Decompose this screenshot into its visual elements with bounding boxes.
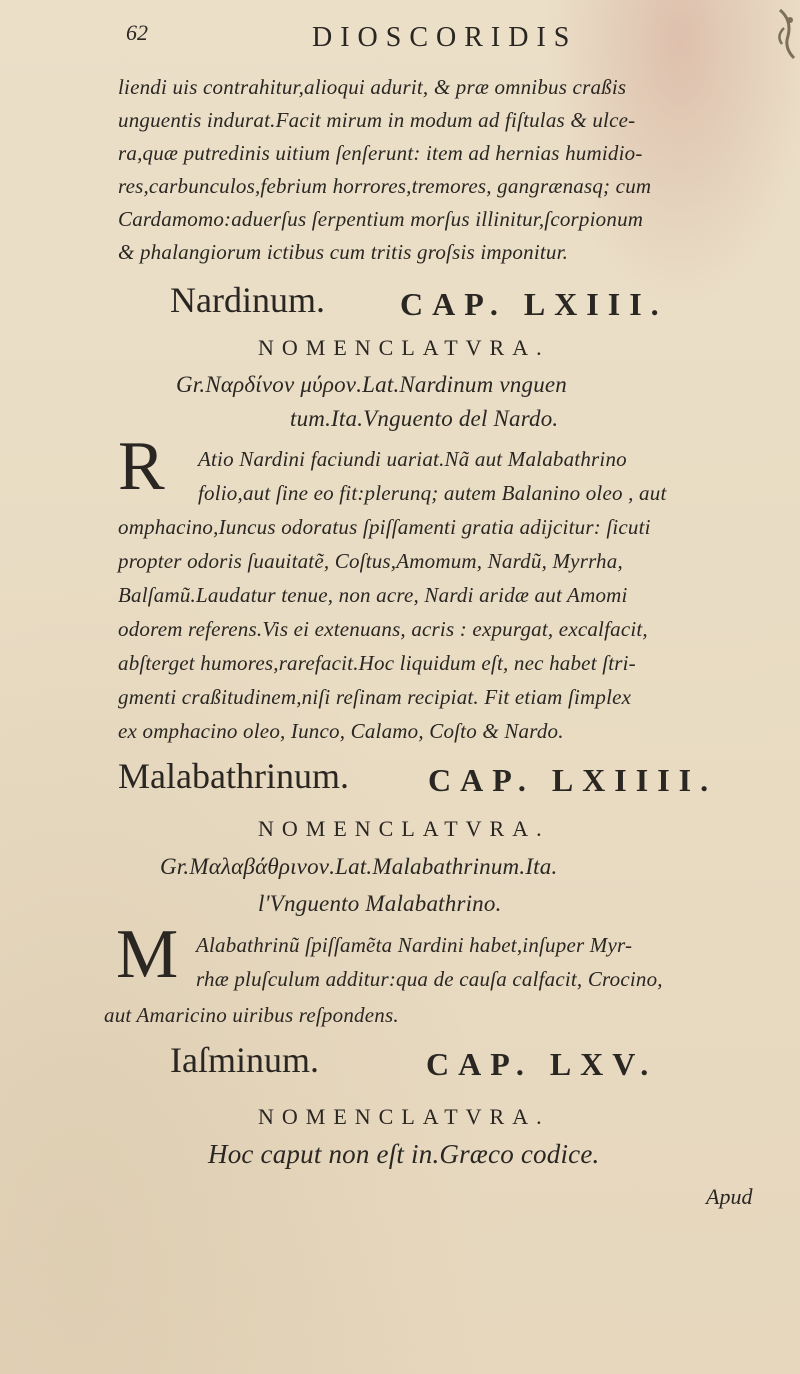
body-line: aut Amaricino uiribus reſpondens. (104, 1003, 399, 1027)
body-line: ex omphacino oleo, Iunco, Calamo, Coſto & Nardo. (118, 719, 564, 743)
body-line: gmenti craßitudinem,niſi reſinam recipiat. Fit etiam ſimplex (118, 685, 632, 709)
running-title: DIOSCORIDIS (312, 22, 578, 53)
nomenclatura-heading: NOMENCLATVRA. (258, 816, 550, 841)
chapter-title: Malabathrinum. (118, 756, 349, 796)
intro-line: Cardamomo:aduerſus ſerpentium morſus illinitur,ſcorpionum (118, 207, 644, 231)
body-line: Balſamũ.Laudatur tenue, non acre, Nardi aridæ aut Amomi (118, 583, 628, 607)
body-line: rhæ pluſculum additur:qua de cauſa calfacit, Crocino, (196, 967, 663, 991)
page-number: 62 (126, 20, 148, 45)
body-line: Atio Nardini faciundi uariat.Nã aut Malabathrino (198, 447, 627, 471)
page-header (0, 16, 800, 56)
body-line: odorem referens.Vis ei extenuans, acris : expurgat, excalfacit, (118, 617, 648, 641)
intro-line: liendi uis contrahitur,alioqui adurit, & præ omnibus craßis (118, 75, 627, 99)
nomenclatura-heading: NOMENCLATVRA. (258, 335, 550, 360)
body-line: propter odoris ſuauitatẽ, Coſtus,Amomum, Nardũ, Myrrha, (118, 549, 623, 573)
names-line: Gr.Ναρδίνον μύρον.Lat.Nardinum vnguen (176, 372, 567, 397)
chapter-label: CAP. LXV. (426, 1046, 658, 1082)
nomenclatura-heading: NOMENCLATVRA. (258, 1104, 550, 1129)
chapter-label: CAP. LXIIII. (428, 762, 718, 798)
intro-line: res,carbunculos,febrium horrores,tremores, gangrænasq; cum (118, 174, 652, 198)
chapter-label: CAP. LXIII. (400, 286, 668, 322)
intro-line: unguentis indurat.Facit mirum in modum ad fiſtulas & ulce- (118, 108, 636, 132)
intro-line: & phalangiorum ictibus cum tritis groſsis imponitur. (118, 240, 569, 264)
body-line: folio,aut ſine eo fit:plerunq; autem Balanino oleo , aut (198, 481, 667, 505)
drop-initial: M (116, 916, 179, 993)
body-line: omphacino,Iuncus odoratus ſpiſſamenti gratia adijcitur: ſicuti (118, 515, 651, 539)
names-line: Hoc caput non eſt in.Græco codice. (208, 1139, 600, 1169)
names-line: tum.Ita.Vnguento del Nardo. (290, 406, 559, 431)
catchword: Apud (706, 1184, 753, 1209)
names-line: l'Vnguento Malabathrino. (258, 891, 502, 916)
names-line: Gr.Μαλαβάθρινον.Lat.Malabathrinum.Ita. (160, 854, 558, 879)
body-line: Alabathrinũ ſpiſſamẽta Nardini habet,inſuper Myr- (196, 933, 633, 957)
chapter-title: Nardinum. (170, 280, 325, 320)
intro-line: ra,quæ putredinis uitium ſenſerunt: item ad hernias humidio- (118, 141, 643, 165)
chapter-title: Iaſminum. (170, 1040, 319, 1080)
drop-initial: R (118, 428, 165, 505)
body-line: abſterget humores,rarefacit.Hoc liquidum eſt, nec habet ſtri- (118, 651, 636, 675)
